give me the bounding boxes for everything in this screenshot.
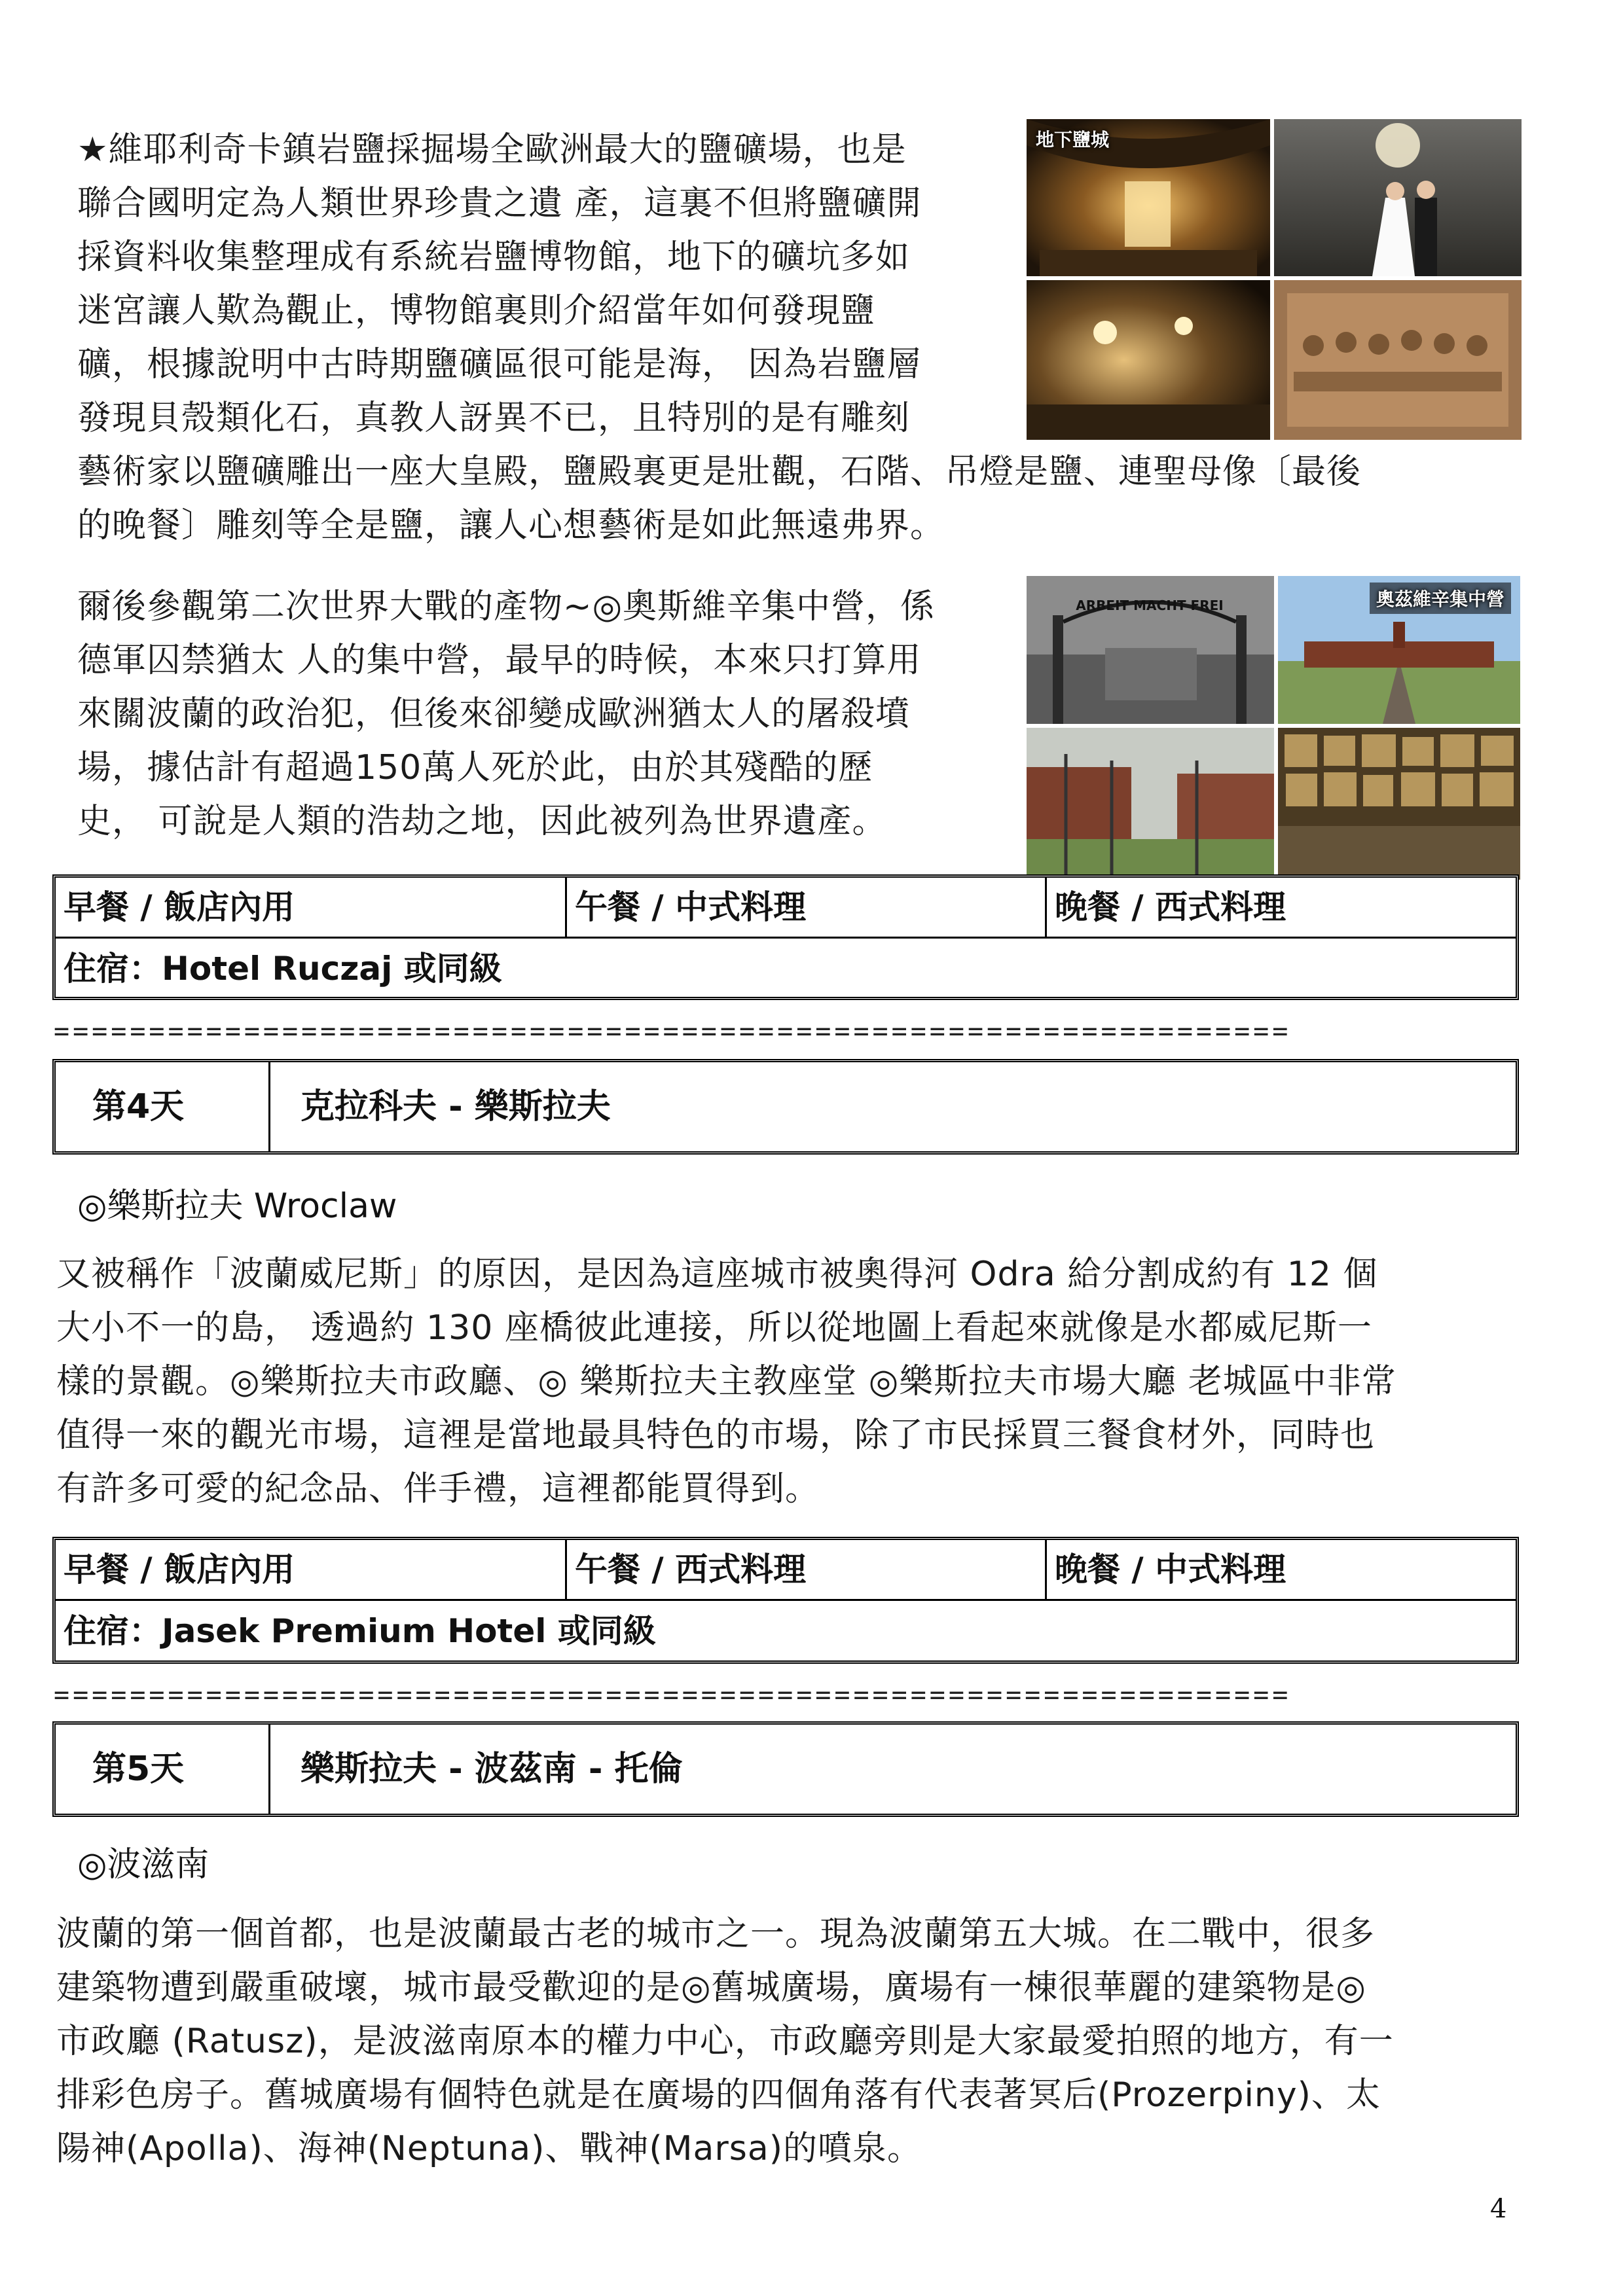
gate-sign: ARBEIT MACHT FREI xyxy=(1076,598,1224,613)
salt-mine-photo-last-supper-relief xyxy=(1274,280,1522,440)
text-line: 有許多可愛的紀念品、伴手禮，這裡都能買得到。 xyxy=(56,1469,820,1509)
text-line: 排彩色房子。舊城廣場有個特色就是在廣場的四個角落有代表著冥后(Prozerpiny)、太 xyxy=(56,2075,1381,2115)
photo-label: 地下鹽城 xyxy=(1036,129,1110,151)
auschwitz-photo-railway xyxy=(1278,576,1520,724)
breakfast-cell: 早餐 / 飯店內用 xyxy=(56,878,567,937)
day-number: 第4天 xyxy=(56,1062,270,1151)
dinner-cell: 晚餐 / 西式料理 xyxy=(1055,888,1286,926)
day-route: 克拉科夫 - 樂斯拉夫 xyxy=(301,1087,611,1126)
auschwitz-paragraph xyxy=(77,580,935,848)
text-line: 的晚餐〕雕刻等全是鹽，讓人心想藝術是如此無遠弗界。 xyxy=(77,506,945,545)
separator-line: ================================================================= xyxy=(54,1682,1292,1708)
text-line: 值得一來的觀光市場，這裡是當地最具特色的市場，除了市民採買三餐食材外，同時也 xyxy=(56,1416,1376,1455)
hotel-cell: 住宿：Jasek Premium Hotel 或同級 xyxy=(64,1612,656,1650)
text-line: 聯合國明定為人類世界珍貴之遺 產，這裏不但將鹽礦開 xyxy=(77,184,922,223)
day-header-day4 xyxy=(52,1059,1519,1155)
text-line: 藝術家以鹽礦雕出一座大皇殿，鹽殿裏更是壯觀，石階、吊燈是鹽、連聖母像〔最後 xyxy=(77,452,1362,492)
text-line: 史， 可說是人類的浩劫之地，因此被列為世界遺產。 xyxy=(77,802,887,841)
lunch-cell: 午餐 / 西式料理 xyxy=(567,1540,1047,1599)
auschwitz-photo-fence xyxy=(1027,728,1274,880)
dinner-cell: 晚餐 / 中式料理 xyxy=(1055,1551,1286,1588)
salt-mine-photo-chapel xyxy=(1027,119,1270,276)
text-line: 發現貝殼類化石，真教人訝異不已，且特別的是有雕刻 xyxy=(77,399,911,438)
text-line: 採資料收集整理成有系統岩鹽博物館，地下的礦坑多如 xyxy=(77,238,911,277)
meals-table-day3 xyxy=(52,874,1519,1000)
lunch-cell: 午餐 / 中式料理 xyxy=(567,878,1047,937)
text-line: 又被稱作「波蘭威尼斯」的原因，是因為這座城市被奧得河 Odra 給分割成約有 12 個 xyxy=(56,1255,1378,1294)
photo-label: 奧茲維辛集中營 xyxy=(1370,583,1511,614)
page-number: 4 xyxy=(1490,2194,1507,2224)
salt-mine-photo-wedding xyxy=(1274,119,1522,276)
text-line: 陽神(Apolla)、海神(Neptuna)、戰神(Marsa)的噴泉。 xyxy=(56,2129,922,2168)
auschwitz-photo-gate xyxy=(1027,576,1274,724)
separator-line: ================================================================= xyxy=(54,1018,1292,1045)
text-line: 德軍囚禁猶太 人的集中營，最早的時候，本來只打算用 xyxy=(77,641,922,680)
section-subtitle: ◎波滋南 xyxy=(77,1845,210,1884)
meals-table-day4 xyxy=(52,1537,1519,1664)
text-line: 波蘭的第一個首都，也是波蘭最古老的城市之一。現為波蘭第五大城。在二戰中，很多 xyxy=(56,1914,1376,1954)
day-number: 第5天 xyxy=(56,1725,270,1814)
text-line: 場，據估計有超過150萬人死於此，由於其殘酷的歷 xyxy=(77,748,873,787)
section-subtitle: ◎樂斯拉夫 Wroclaw xyxy=(77,1187,397,1226)
text-line: 建築物遭到嚴重破壞，城市最受歡迎的是◎舊城廣場，廣場有一棟很華麗的建築物是◎ xyxy=(56,1968,1366,2007)
day-route: 樂斯拉夫 - 波茲南 - 托倫 xyxy=(301,1749,683,1789)
salt-mine-photo-hall xyxy=(1027,280,1270,440)
text-line: 市政廳 (Ratusz)，是波滋南原本的權力中心，市政廳旁則是大家最愛拍照的地方，有一 xyxy=(56,2022,1394,2061)
hotel-cell: 住宿：Hotel Ruczaj 或同級 xyxy=(64,950,502,988)
poznan-paragraph xyxy=(56,1907,1394,2176)
text-line: 爾後參觀第二次世界大戰的產物~◎奧斯維辛集中營，係 xyxy=(77,587,935,626)
breakfast-cell: 早餐 / 飯店內用 xyxy=(56,1540,567,1599)
text-line: ★維耶利奇卡鎮岩鹽採掘場全歐洲最大的鹽礦場，也是 xyxy=(77,130,907,170)
day-header-day5 xyxy=(52,1721,1519,1817)
auschwitz-photo-memorial xyxy=(1278,728,1520,880)
text-line: 迷宮讓人歎為觀止，博物館裏則介紹當年如何發現鹽 xyxy=(77,291,876,331)
text-line: 樣的景觀。◎樂斯拉夫市政廳、◎ 樂斯拉夫主教座堂 ◎樂斯拉夫市場大廳 老城區中非常 xyxy=(56,1362,1396,1401)
text-line: 礦，根據說明中古時期鹽礦區很可能是海， 因為岩鹽層 xyxy=(77,345,922,384)
wroclaw-paragraph xyxy=(56,1247,1396,1516)
text-line: 來關波蘭的政治犯，但後來卻變成歐洲猶太人的屠殺墳 xyxy=(77,694,911,734)
text-line: 大小不一的島， 透過約 130 座橋彼此連接，所以從地圖上看起來就像是水都威尼斯一 xyxy=(56,1308,1372,1348)
